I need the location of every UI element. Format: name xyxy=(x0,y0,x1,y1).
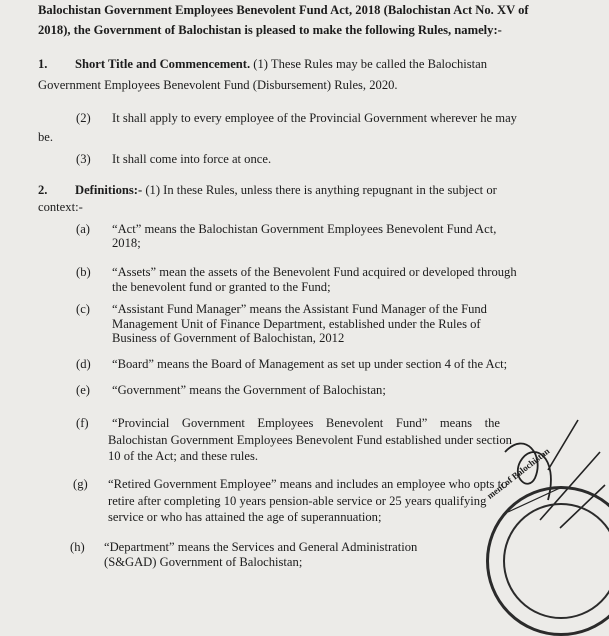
definition-c-line-1: “Assistant Fund Manager” means the Assistant Fund Manager of the Fund xyxy=(112,302,487,316)
definition-h-line-1: “Department” means the Services and General Administration xyxy=(104,540,418,554)
definition-f-line-3: 10 of the Act; and these rules. xyxy=(108,449,259,463)
definition-f-line-2: Balochistan Government Employees Benevolent Fund established under section xyxy=(108,433,512,447)
section-1-sub-3-number: (3) xyxy=(76,152,91,166)
definition-c-marker: (c) xyxy=(76,302,90,316)
definition-g-line-3: service or who has attained the age of superannuation; xyxy=(108,510,382,524)
section-1-number: 1. xyxy=(38,57,48,71)
definition-d-line-1: “Board” means the Board of Management as set up under section 4 of the Act; xyxy=(112,357,508,371)
definition-a-line-1: “Act” means the Balochistan Government Employees Benevolent Fund Act, xyxy=(112,222,497,236)
section-1-sub-3-line-1: It shall come into force at once. xyxy=(112,152,272,166)
definition-d-marker: (d) xyxy=(76,357,91,371)
section-1-sub-2-line-2: be. xyxy=(38,130,54,144)
definition-c-line-2: Management Unit of Finance Department, established under the Rules of xyxy=(112,317,481,331)
section-2-heading: Definitions:- xyxy=(75,183,143,197)
definition-h-marker: (h) xyxy=(70,540,85,554)
official-stamp-inner-ring xyxy=(503,503,609,619)
section-1-sub-2-line-1: It shall apply to every employee of the Provincial Government wherever he may xyxy=(112,111,517,125)
section-1-line-2: Government Employees Benevolent Fund (Disbursement) Rules, 2020. xyxy=(38,78,398,92)
definition-a-marker: (a) xyxy=(76,222,90,236)
definition-b-line-1: “Assets” mean the assets of the Benevolent Fund acquired or developed through xyxy=(112,265,517,279)
definition-b-marker: (b) xyxy=(76,265,91,279)
section-1-line-1-rest: (1) These Rules may be called the Balochistan xyxy=(253,57,488,71)
definition-f-line-1: “Provincial Government Employees Benevolent Fund” means the xyxy=(112,416,500,430)
definition-g-line-1: “Retired Government Employee” means and includes an employee who opts to xyxy=(108,477,508,491)
definition-g-line-2: retire after completing 10 years pension-able service or 25 years qualifying xyxy=(108,494,487,508)
official-stamp-text: ment of Balochistan xyxy=(485,445,552,501)
section-1-sub-2-number: (2) xyxy=(76,111,91,125)
section-2-line-2: context:- xyxy=(38,200,83,214)
definition-e-marker: (e) xyxy=(76,383,90,397)
intro-line-1: Balochistan Government Employees Benevolent Fund Act, 2018 (Balochistan Act No. XV of xyxy=(38,3,529,17)
intro-line-2: 2018), the Government of Balochistan is pleased to make the following Rules, namely:- xyxy=(38,23,502,37)
definition-e-line-1: “Government” means the Government of Balochistan; xyxy=(112,383,386,397)
definition-g-marker: (g) xyxy=(73,477,88,491)
definition-h-line-2: (S&GAD) Government of Balochistan; xyxy=(104,555,303,569)
section-1-heading: Short Title and Commencement. xyxy=(75,57,251,71)
definition-b-line-2: the benevolent fund or granted to the Fund; xyxy=(112,280,331,294)
section-2-line-1-rest: (1) In these Rules, unless there is anything repugnant in the subject or xyxy=(145,183,497,197)
definition-a-line-2: 2018; xyxy=(112,236,141,250)
definition-c-line-3: Business of Government of Balochistan, 2012 xyxy=(112,331,345,345)
definition-f-marker: (f) xyxy=(76,416,89,430)
section-2-number: 2. xyxy=(38,183,48,197)
